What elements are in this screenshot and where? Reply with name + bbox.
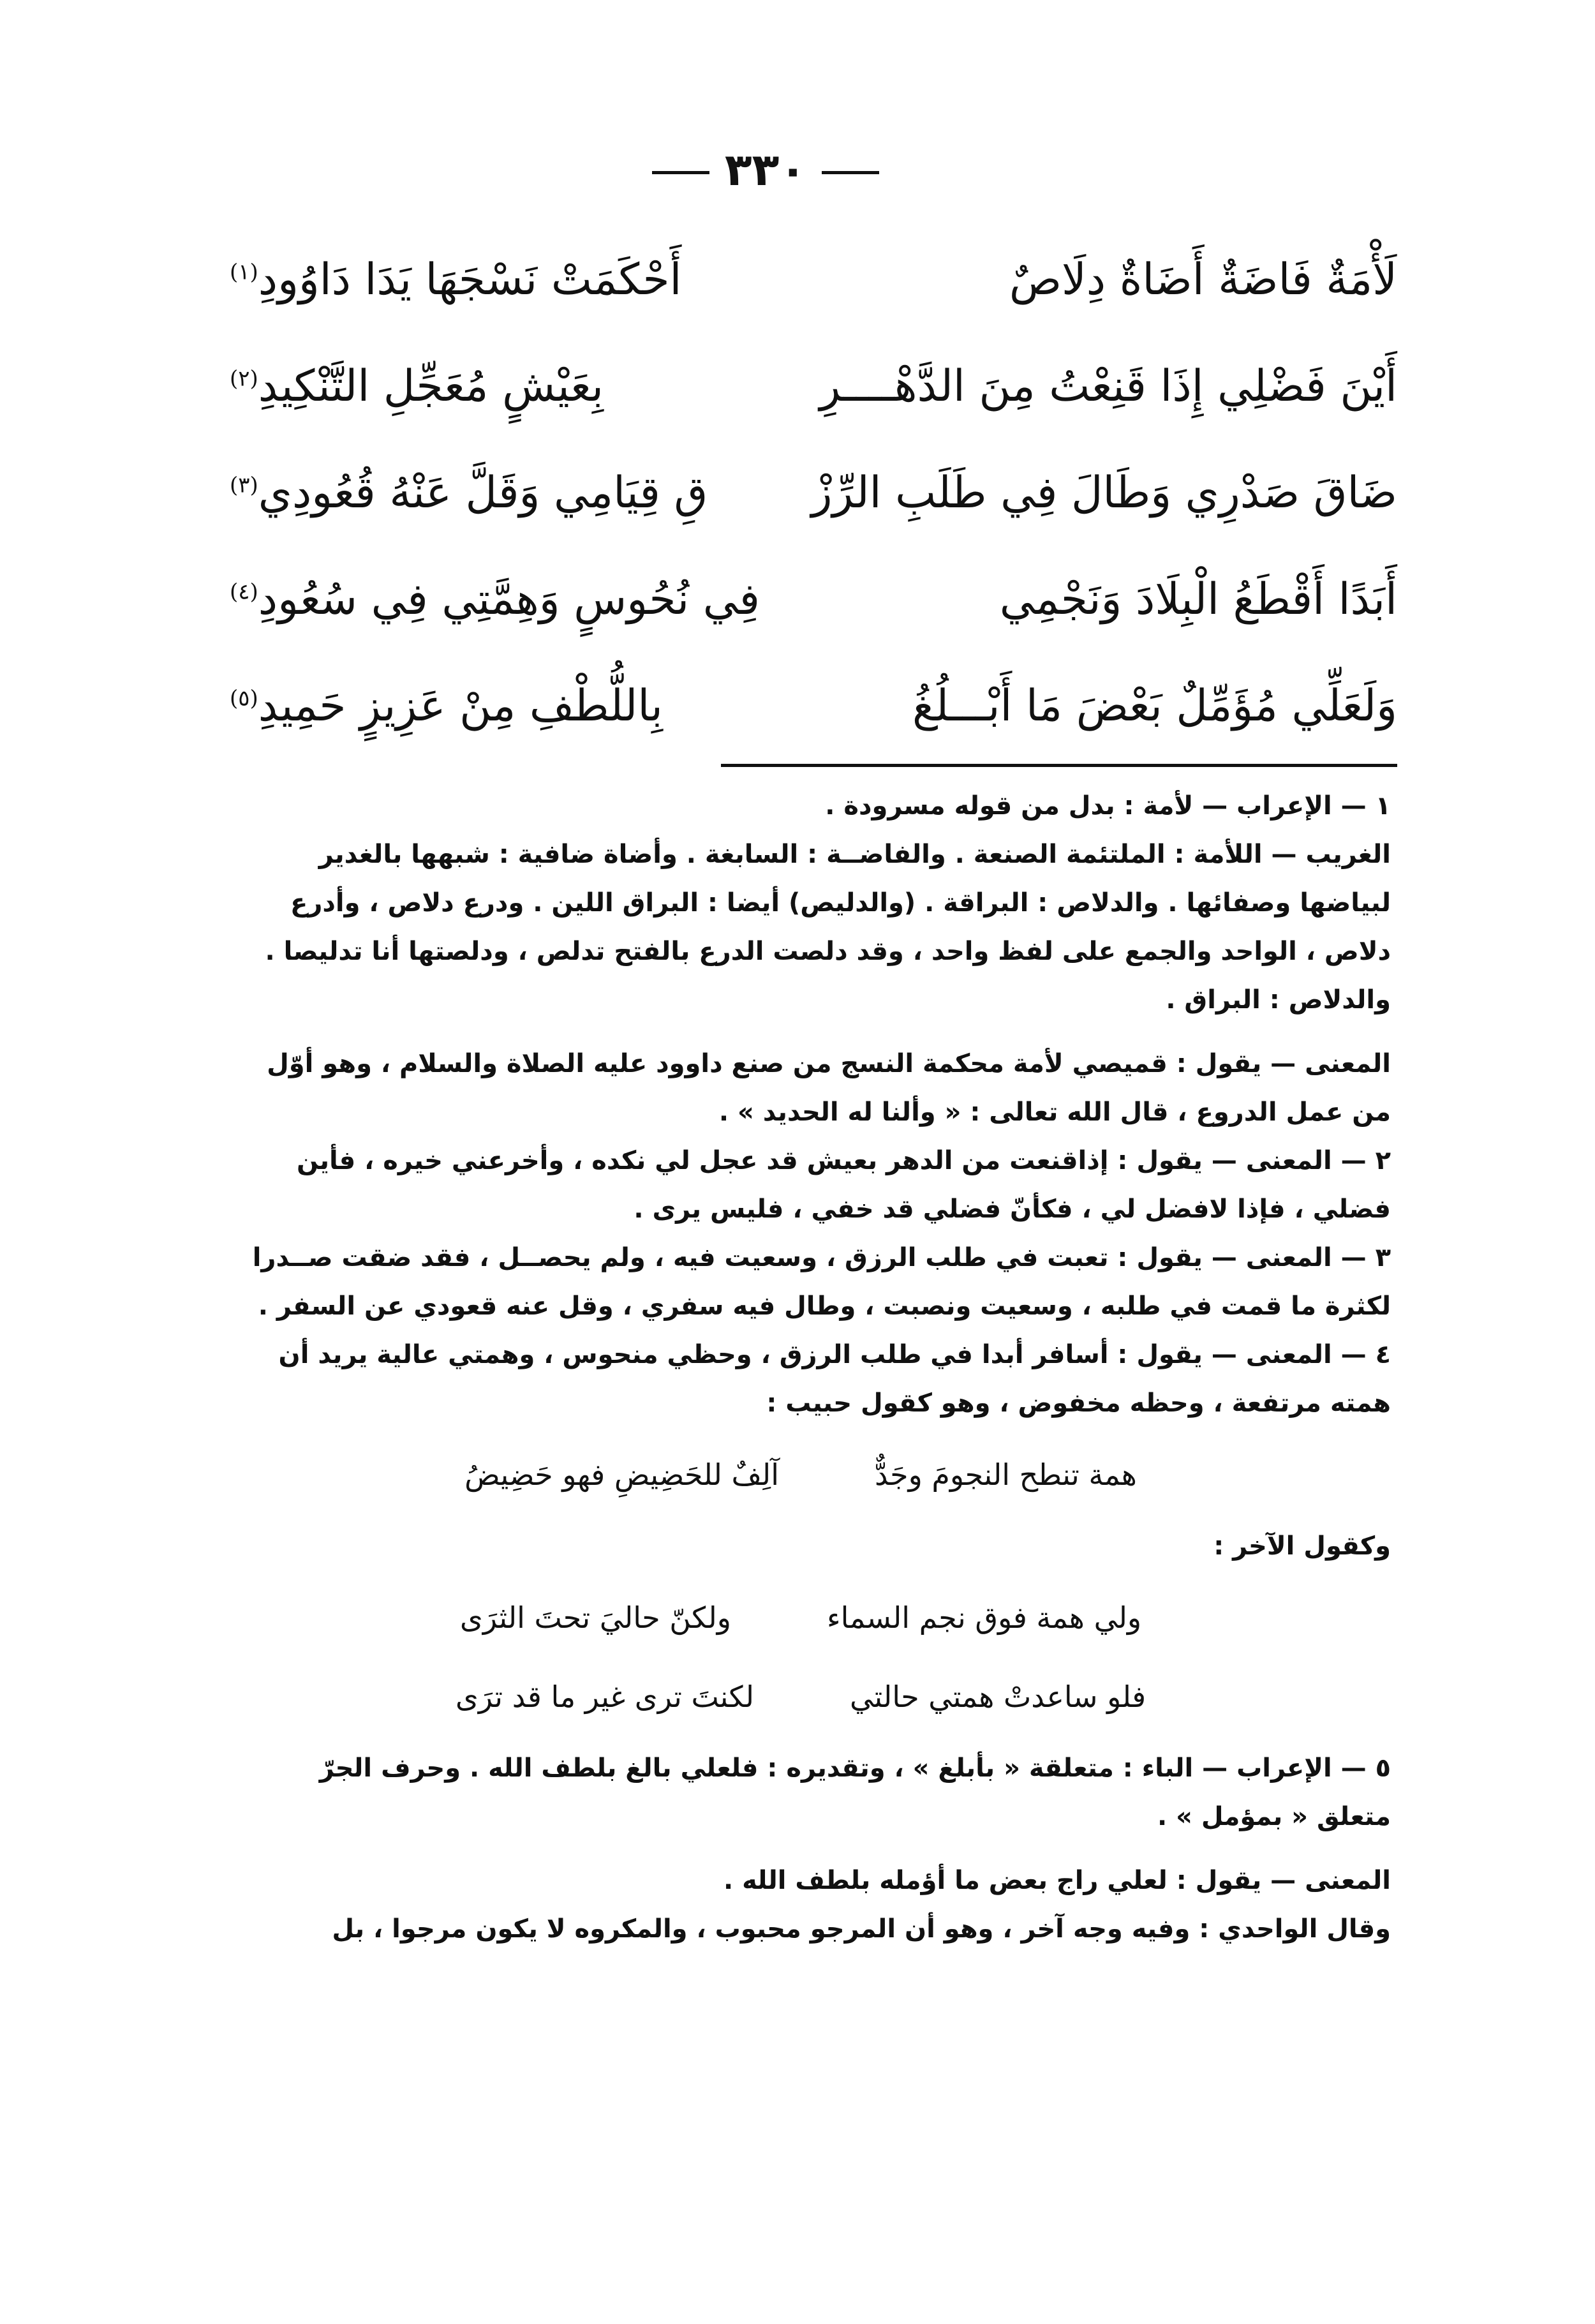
footnote-marker: (٢) — [230, 366, 258, 392]
note-2-line: ٢ — المعنى — يقول : إذاقنعت من الدهر بعيش قد عجل لي نكده ، وأخرعني خيره ، فأين — [297, 1146, 1391, 1175]
note-1-gharib-line: الغريب — اللأمة : الملتئمة الصنعة . والفاضــة : السابغة . وأضاة ضافية : شبهها بالغدير — [318, 840, 1391, 869]
verses-block — [230, 227, 1397, 759]
footnote-marker: (٤) — [230, 579, 258, 605]
note-4-line: همته مرتفعة ، وحظه مخفوض ، وهو كقول حبيب : — [766, 1389, 1391, 1418]
verse-line — [230, 440, 1397, 546]
note-5-line: وقال الواحدي : وفيه وجه آخر ، وهو أن المرجو محبوب ، والمكروه لا يكون مرجوا ، بل — [332, 1914, 1391, 1944]
quoted-verse-second: ولكنّ حاليَ تحتَ الثرَى — [459, 1600, 731, 1635]
verse-line — [230, 333, 1397, 440]
quoted-verse — [211, 1665, 1391, 1729]
note-1-meaning-line: المعنى — يقول : قميصي لأمة محكمة النسج من صنع داوود عليه الصلاة والسلام ، وهو أوّل — [267, 1049, 1391, 1078]
verse-second-hemistich: أَحْكَمَتْ نَسْجَهَا يَدَا دَاوُودِ$^{(١)}$ — [230, 255, 682, 305]
footnote-marker: (٣) — [230, 472, 258, 498]
footnote-divider — [721, 764, 1397, 767]
verse-first-hemistich: لَأْمَةٌ فَاضَةٌ أَضَاةٌ دِلَاصٌ — [1009, 255, 1397, 305]
footnotes — [211, 782, 1391, 1953]
note-1-gharib-line: دلاص ، الواحد والجمع على لفظ واحد ، وقد دلصت الدرع بالفتح تدلص ، ودلصتها أنا تدليصا . — [265, 937, 1391, 966]
note-5-line: متعلق « بمؤمل » . — [1157, 1802, 1391, 1831]
note-1-meaning-line: من عمل الدروع ، قال الله تعالى : « وألنا له الحديد » . — [718, 1098, 1391, 1127]
note-1-irab: ١ — الإعراب — لأمة : بدل من قوله مسرودة . — [825, 791, 1391, 821]
note-5-meaning-line: المعنى — يقول : لعلي راج بعض ما أؤمله بلطف الله . — [723, 1866, 1391, 1895]
note-1-gharib-line: لبياضها وصفائها . والدلاص : البراقة . (والدليص) أيضا : البراق اللين . ودرع دلاص ، وأدرع — [290, 888, 1391, 918]
verse-first-hemistich: ضَاقَ صَدْرِي وَطَالَ فِي طَلَبِ الرِّزْ — [811, 468, 1397, 518]
verse-first-hemistich: وَلَعَلِّي مُؤَمِّلٌ بَعْضَ مَا أَبْـــلُغُ — [912, 681, 1397, 731]
note-4-line: وكقول الآخر : — [1213, 1531, 1391, 1561]
footnote-marker: (٥) — [230, 685, 258, 711]
verse-line — [230, 653, 1397, 759]
verse-second-hemistich: بِعَيْشٍ مُعَجِّلِ التَّنْكِيدِ$^{(٢)}$ — [230, 361, 604, 412]
verse-second-hemistich: فِي نُحُوسٍ وَهِمَّتِي فِي سُعُودِ$^{(٤)}$ — [230, 574, 760, 625]
quoted-verse-second: لكنتَ ترى غير ما قد ترَى — [455, 1680, 754, 1714]
note-3-line: ٣ — المعنى — يقول : تعبت في طلب الرزق ، وسعيت فيه ، ولم يحصــل ، فقد ضقت صــدرا — [252, 1243, 1391, 1272]
quoted-verse — [211, 1443, 1391, 1507]
quoted-verse-first: همة تنطح النجومَ وجَدٌّ — [874, 1457, 1137, 1492]
quoted-verse-first: ولي همة فوق نجم السماء — [826, 1600, 1142, 1635]
verse-second-hemistich: بِاللُّطْفِ مِنْ عَزِيزٍ حَمِيدِ$^{(٥)}$ — [230, 681, 663, 731]
verse-second-hemistich: قِ قِيَامِي وَقَلَّ عَنْهُ قُعُودِي$^{(٣)}$ — [230, 468, 708, 518]
note-3-line: لكثرة ما قمت في طلبه ، وسعيت ونصبت ، وطال فيه سفري ، وقل عنه قعودي عن السفر . — [258, 1292, 1391, 1321]
quoted-verse — [211, 1586, 1391, 1650]
note-2-line: فضلي ، فإذا لافضل لي ، فكأنّ فضلي قد خفي ، فليس يرى . — [634, 1195, 1391, 1224]
note-5-line: ٥ — الإعراب — الباء : متعلقة « بأبلغ » ، وتقديره : فلعلي بالغ بلطف الله . وحرف الجرّ — [319, 1754, 1391, 1783]
verse-line — [230, 546, 1397, 653]
page-number: ٣٣٠ — [606, 144, 925, 196]
verse-first-hemistich: أَبَدًا أَقْطَعُ الْبِلَادَ وَنَجْمِي — [999, 574, 1397, 625]
verse-line — [230, 227, 1397, 333]
quoted-verse-first: فلو ساعدتْ همتي حالتي — [850, 1680, 1146, 1714]
verse-first-hemistich: أَيْنَ فَضْلِي إِذَا قَنِعْتُ مِنَ الدَّهْــــرِ — [819, 361, 1397, 412]
quoted-verse-second: آلِفٌ للحَضِيضِ فهو حَضِيضُ — [464, 1457, 779, 1492]
note-1-gharib-line: والدلاص : البراق . — [1166, 985, 1391, 1015]
footnote-marker: (١) — [230, 259, 258, 285]
note-4-line: ٤ — المعنى — يقول : أسافر أبدا في طلب الرزق ، وحظي منحوس ، وهمتي عالية يريد أن — [278, 1340, 1391, 1369]
